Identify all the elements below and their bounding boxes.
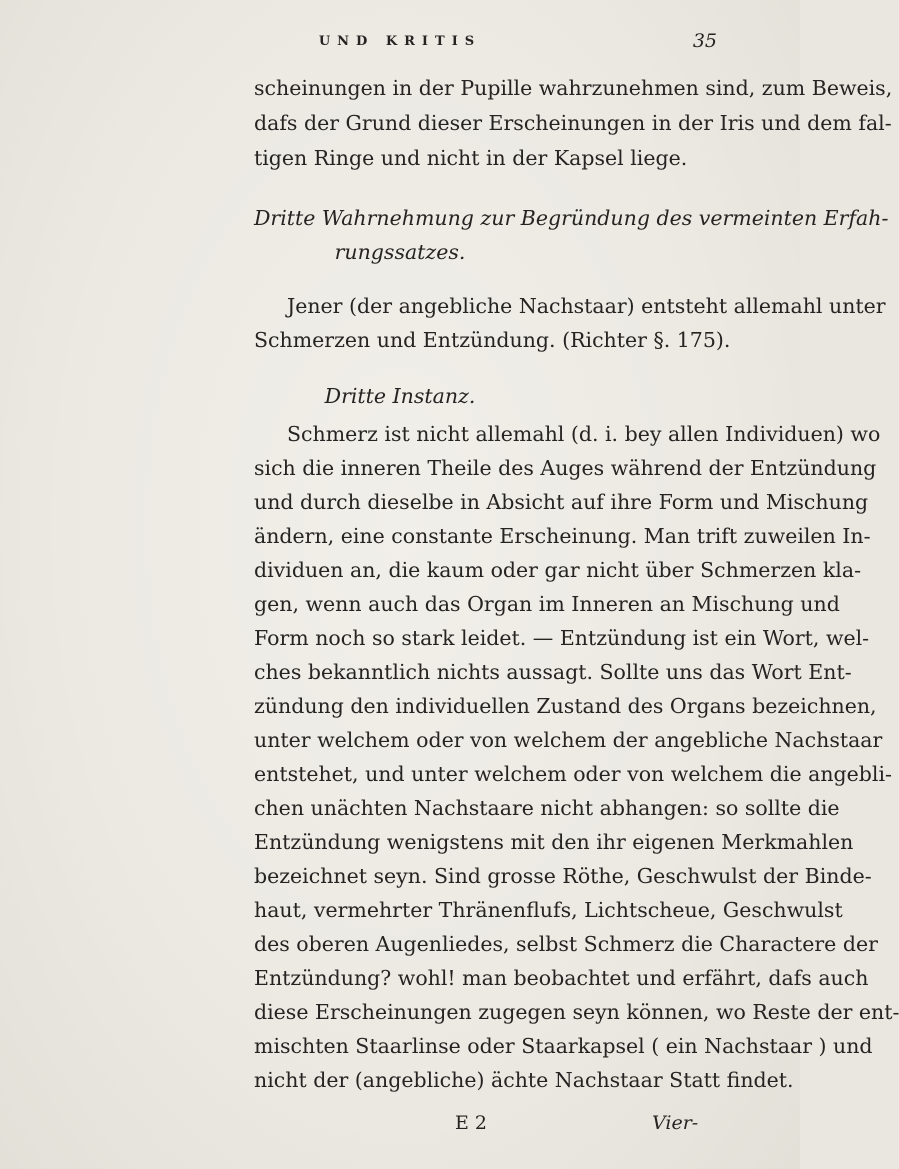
text-line: Entzündung? wohl! man beobachtet und erfährt, dafs auch [254,966,869,990]
text-line: haut, vermehrter Thränenflufs, Lichtscheue, Geschwulst [254,898,843,922]
text-line: dafs der Grund dieser Erscheinungen in der Iris und dem fal- [254,111,892,135]
text-line: tigen Ringe und nicht in der Kapsel liege. [254,146,688,170]
catchword: Vier- [652,1112,699,1134]
text-line: Jener (der angebliche Nachstaar) entsteht allemahl unter [287,294,886,318]
page-number: 35 [692,30,717,52]
text-line: entstehet, und unter welchem oder von welchem die angebli- [254,762,892,786]
text-line: ändern, eine constante Erscheinung. Man trift zuweilen In- [254,524,871,548]
text-line: gen, wenn auch das Organ im Inneren an Mischung und [254,592,840,616]
text-line: Entzündung wenigstens mit den ihr eigenen Merkmahlen [254,830,854,854]
text-line: des oberen Augenliedes, selbst Schmerz die Charactere der [254,932,878,956]
text-line: unter welchem oder von welchem der angebliche Nachstaar [254,728,883,752]
signature-mark: E 2 [455,1112,487,1134]
text-line: scheinungen in der Pupille wahrzunehmen sind, zum Beweis, [254,76,893,100]
text-line: Schmerzen und Entzündung. (Richter §. 175). [254,328,731,352]
text-line: bezeichnet seyn. Sind grosse Röthe, Geschwulst der Binde- [254,864,872,888]
text-line: ches bekanntlich nichts aussagt. Sollte uns das Wort Ent- [254,660,852,684]
text-line: dividuen an, die kaum oder gar nicht über Schmerzen kla- [254,558,862,582]
section-heading: Dritte Wahrnehmung zur Begründung des vermeinten Erfah- [254,206,889,230]
text-line: sich die inneren Theile des Auges während der Entzündung [254,456,877,480]
running-title: UND KRITIS [318,34,482,49]
text-line: Schmerz ist nicht allemahl (d. i. bey allen Individuen) wo [287,422,881,446]
text-line: und durch dieselbe in Absicht auf ihre Form und Mischung [254,490,869,514]
instance-heading: Dritte Instanz. [324,384,476,408]
running-head [0,30,800,60]
text-line: zündung den individuellen Zustand des Organs bezeichnen, [254,694,877,718]
text-line: nicht der (angebliche) ächte Nachstaar Statt findet. [254,1068,794,1092]
section-heading-cont: rungssatzes. [334,240,466,264]
text-line: Form noch so stark leidet. — Entzündung ist ein Wort, wel- [254,626,870,650]
text-line: chen unächten Nachstaare nicht abhangen: so sollte die [254,796,840,820]
text-line: mischten Staarlinse oder Staarkapsel ( ein Nachstaar ) und [254,1034,873,1058]
text-line: diese Erscheinungen zugegen seyn können, wo Reste der ent- [254,1000,899,1024]
